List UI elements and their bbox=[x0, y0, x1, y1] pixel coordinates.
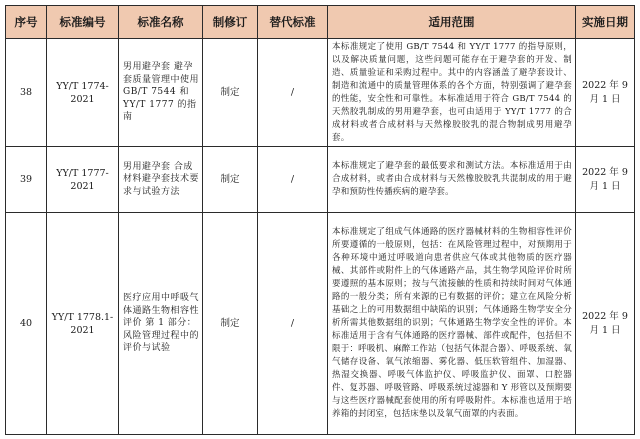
row-name: 男用避孕套 合成材料避孕套技术要求与试验方法 bbox=[119, 147, 203, 213]
header-row bbox=[6, 6, 635, 39]
row-scope: 本标准规定了组成气体通路的医疗器械材料的生物相容性评价所要遵循的一般原则，包括：在风险管理过程中，对预期用于各种环境中通过呼吸道向患者供应气体或其他物质的医疗器械、其部件或附件上的气体通路产品，其生物学风险评价时所要遵照的基本原则；按与气流接触的性质和持续时间对气体通路的一般分类；所有来源的已有数据的评价；建立在风险分析基础之上的可用数据组中缺陷的识别；气体通路生物学安全分析所需其他数据组的识别；气体通路生物学安全性的评价。本标准适用于含有气体通路的医疗器械、部件或配件，包括但不限于：呼吸机、麻醉工作站（包括气体混合器）、呼吸系统、氧气储存设备、氧气浓缩器、雾化器、低压软管组件、加湿器、热湿交换器、呼吸气体监护仪、呼吸监护仪、面罩、口腔器件、复苏器、呼吸管路、呼吸系统过滤器和 Y 形管以及预期要与这些医疗器械配套使用的所有呼吸附件。本标准也适用于培养箱的封闭室，包括床垫以及氧气面罩的内表面。 bbox=[328, 213, 576, 435]
row-date: 2022 年 9 月 1 日 bbox=[576, 147, 635, 213]
table-row bbox=[6, 147, 635, 213]
row-code: YY/T 1778.1-2021 bbox=[47, 213, 119, 435]
row-replace: / bbox=[258, 213, 328, 435]
row-code: YY/T 1774-2021 bbox=[47, 39, 119, 147]
row-replace: / bbox=[258, 147, 328, 213]
table-row bbox=[6, 39, 635, 147]
header-scope: 适用范围 bbox=[328, 6, 576, 39]
row-code: YY/T 1777-2021 bbox=[47, 147, 119, 213]
header-replace: 替代标准 bbox=[258, 6, 328, 39]
row-scope: 本标准规定了避孕套的最低要求和测试方法。本标准适用于由合成材料，或者由合成材料与天然橡胶胶乳共混制成的用于避孕和预防性传播疾病的避孕套。 bbox=[328, 147, 576, 213]
row-no: 39 bbox=[6, 147, 47, 213]
row-type: 制定 bbox=[203, 147, 258, 213]
row-replace: / bbox=[258, 39, 328, 147]
header-name: 标准名称 bbox=[119, 6, 203, 39]
standards-table bbox=[5, 5, 635, 435]
row-type: 制定 bbox=[203, 39, 258, 147]
row-date: 2022 年 9 月 1 日 bbox=[576, 213, 635, 435]
header-type: 制修订 bbox=[203, 6, 258, 39]
header-no: 序号 bbox=[6, 6, 47, 39]
row-date: 2022 年 9 月 1 日 bbox=[576, 39, 635, 147]
row-scope: 本标准规定了使用 GB/T 7544 和 YY/T 1777 的指导原则，以及解决质量问题，这些问题可能存在于避孕套的开发、制造、质量验证和采购过程中。其中的内容涵盖了避孕套设计、制造和流通中的质量管理体系的各个方面，特别强调了避孕套的性能，安全性和可靠性。本标准适用于符合 GB/T 7544 的天然胶乳制成的男用避孕套，也可由适用于 YY/T 1777 的合成材料或者合成材料与天然橡胶胶乳的混合物制成男用避孕套。 bbox=[328, 39, 576, 147]
table-row bbox=[6, 213, 635, 435]
row-no: 40 bbox=[6, 213, 47, 435]
row-type: 制定 bbox=[203, 213, 258, 435]
header-date: 实施日期 bbox=[576, 6, 635, 39]
row-name: 男用避孕套 避孕套质量管理中使用 GB/T 7544 和 YY/T 1777 的指南 bbox=[119, 39, 203, 147]
row-no: 38 bbox=[6, 39, 47, 147]
row-name: 医疗应用中呼吸气体通路生物相容性评价 第 1 部分：风险管理过程中的评价与试验 bbox=[119, 213, 203, 435]
header-code: 标准编号 bbox=[47, 6, 119, 39]
